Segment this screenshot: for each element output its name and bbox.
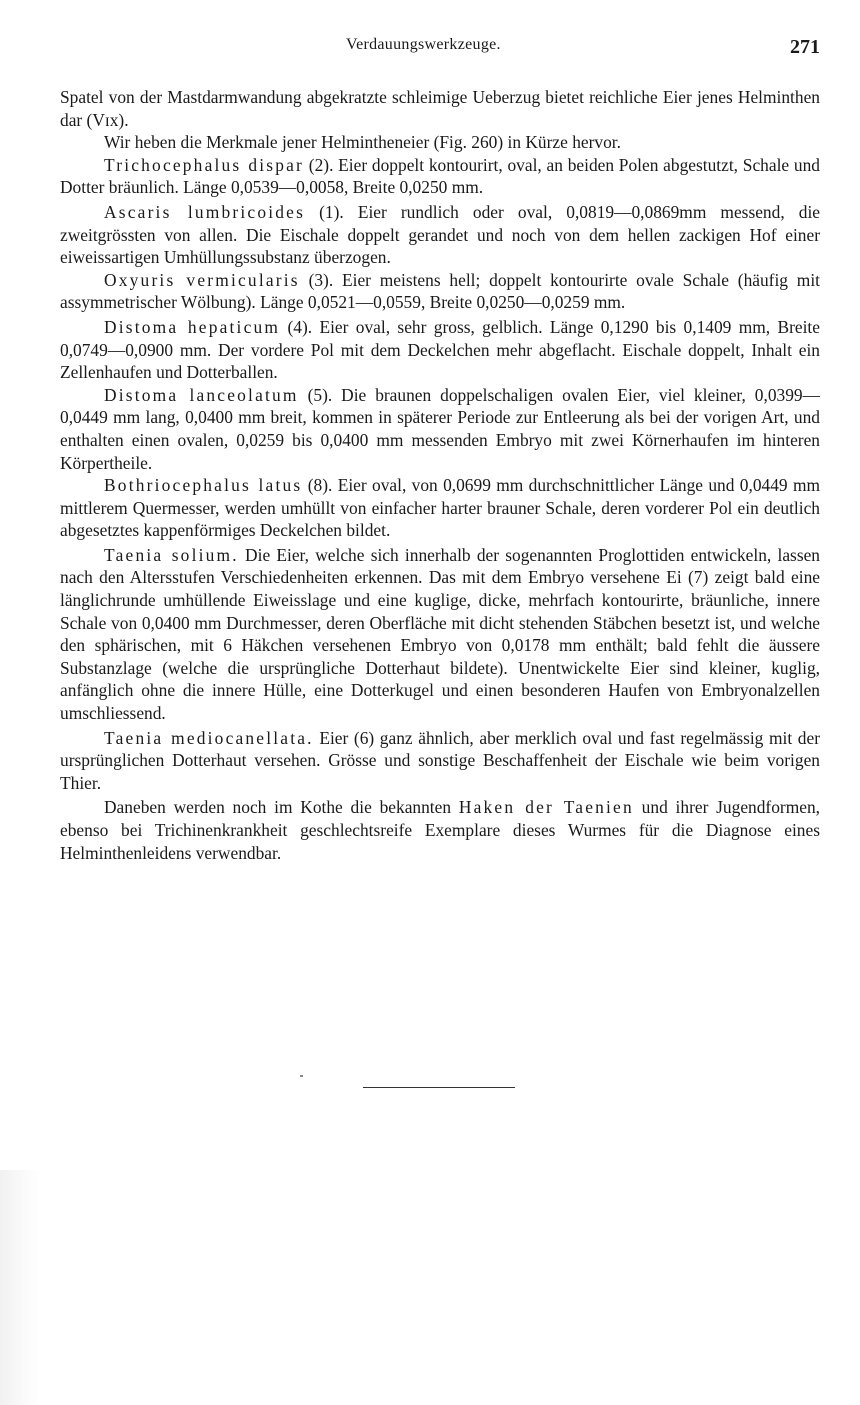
paragraph-oxyuris	[60, 269, 820, 314]
paragraph-text: und ihrer Jugendformen, ebenso bei Trichinenkrankheit geschlechtsreife Exemplare dieses Wurmes für die Diagnose eines Helminthenleidens verwendbar.	[60, 797, 820, 863]
paragraph-lead: Daneben werden noch im Kothe die bekannten	[104, 797, 459, 818]
paragraph-daneben	[60, 796, 820, 864]
taxon-name: Ascaris lumbricoides	[104, 201, 306, 222]
end-rule	[363, 1087, 515, 1088]
taxon-name: Taenia mediocanellata.	[104, 727, 314, 748]
paragraph-text: Eier (6) ganz ähnlich, aber merklich oval und fast regelmässig mit der ursprünglichen Dotterhaut versehen. Grösse und sonstige Beschaffenheit der Eischale wie beim vorigen Thier.	[60, 727, 820, 793]
paragraph	[60, 86, 820, 131]
page-header	[0, 36, 860, 60]
paragraph	[60, 131, 820, 154]
paragraph-distoma-hepaticum	[60, 316, 820, 384]
taxon-name: Oxyuris vermicularis	[104, 269, 300, 290]
paragraph-text: (2). Eier doppelt kontourirt, oval, an beiden Polen abgestutzt, Schale und Dotter bräunlich. Länge 0,0539—0,0058, Breite 0,0250 mm.	[60, 154, 820, 198]
running-title: Verdauungswerkzeuge.	[346, 36, 501, 53]
scan-edge-shadow	[0, 1170, 40, 1405]
paragraph-trichocephalus	[60, 154, 820, 199]
paragraph-taenia-solium	[60, 544, 820, 725]
taxon-name: Taenia solium.	[104, 544, 239, 565]
paragraph-text: (5). Die braunen doppelschaligen ovalen Eier, viel kleiner, 0,0399—0,0449 mm lang, 0,0400 mm breit, kommen in späterer Periode zur Entleerung als bei der vorigen Art, und enthalten einen ovalen, 0,0259 bis 0,0400 mm messenden Embryo mit zwei Körnerhaufen im hinteren Körpertheile.	[60, 384, 821, 473]
paragraph-ascaris	[60, 201, 820, 269]
taxon-name: Distoma hepaticum	[104, 316, 281, 337]
paragraph-text: (8). Eier oval, von 0,0699 mm durchschnittlicher Länge und 0,0449 mm mittlerem Quermesser, werden umhüllt von einfacher harter brauner Schale, deren vorderer Pol ein deutlich abgesetztes kappenförmiges Deckelchen bildet.	[60, 475, 820, 541]
paragraph-distoma-lanceolatum	[60, 384, 820, 474]
paragraph-text: (1). Eier rundlich oder oval, 0,0819—0,0869mm messend, die zweitgrössten von allen. Die Eischale doppelt gerandet und noch von dem hellen zackigen Hof einer eiweissartigen Umhüllungssubstanz überzogen.	[60, 201, 821, 268]
paragraph-text: (3). Eier meistens hell; doppelt kontourirte ovale Schale (häufig mit assymmetrischer Wölbung). Länge 0,0521—0,0559, Breite 0,0250—0,0259 mm.	[60, 269, 820, 313]
paragraph-text: Spatel von der Mastdarmwandung abgekratzte schleimige Ueberzug bietet reichliche Eier jenes Helminthen dar (Vɪx).	[60, 87, 820, 130]
print-speck	[300, 1075, 303, 1077]
emphasis-term: Haken der Taenien	[458, 797, 634, 818]
taxon-name: Distoma lanceolatum	[104, 384, 299, 405]
paragraph-text: (4). Eier oval, sehr gross, gelblich. Länge 0,1290 bis 0,1409 mm, Breite 0,0749—0,0900 mm. Der vordere Pol mit dem Deckelchen mehr abgeflacht. Eischale doppelt, Inhalt ein Zellenhaufen und Dotterballen.	[60, 316, 820, 383]
paragraph-text: Die Eier, welche sich innerhalb der sogenannten Proglottiden entwickeln, lassen nach den Altersstufen Verschiedenheiten erkennen. Das mit dem Embryo versehene Ei (7) zeigt bald eine länglichrunde umhüllende Eiweisslage und eine kuglige, dicke, mehrfach kontourirte, bräunliche, innere Schale von 0,0400 mm Durchmesser, deren Oberfläche mit dicht stehenden Stäbchen besetzt ist, und welche den sphärischen, mit 6 Häkchen versehenen Embryo von 0,0178 mm enthält; bald fehlt die äussere Substanzlage (welche die ursprüngliche Dotterhaut bildete). Unentwickelte Eier sind kleiner, kuglig, anfänglich ohne die innere Hülle, eine Dotterkugel und einen besonderen Haufen von Embryonalzellen umschliessend.	[60, 544, 820, 724]
taxon-name: Bothriocephalus latus	[104, 475, 303, 496]
page-number: 271	[790, 36, 820, 58]
taxon-name: Trichocephalus dispar	[104, 154, 305, 175]
paragraph-taenia-mediocanellata	[60, 727, 820, 795]
paragraph-bothriocephalus	[60, 474, 820, 542]
paragraph-text: Wir heben die Merkmale jener Helmintheneier (Fig. 260) in Kürze hervor.	[104, 132, 621, 153]
body-text	[60, 86, 820, 864]
